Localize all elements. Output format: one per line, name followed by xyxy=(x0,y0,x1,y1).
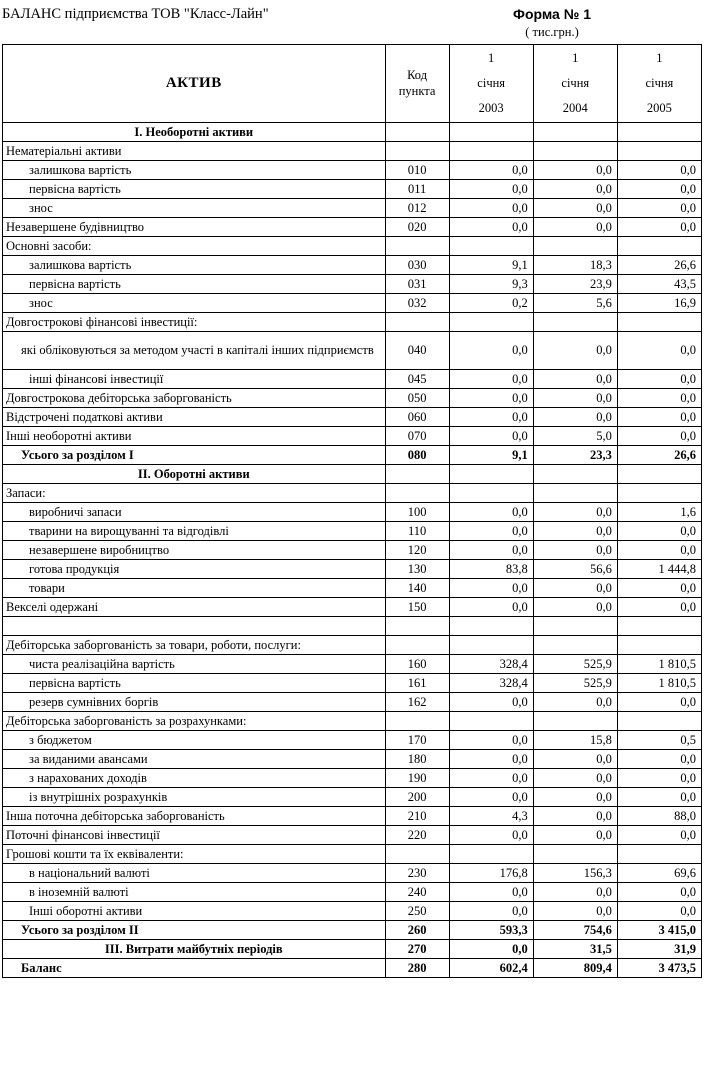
value-cell-year-3: 0,0 xyxy=(617,598,701,617)
table-head xyxy=(3,45,702,123)
value-cell-year-2: 0,0 xyxy=(533,408,617,427)
row-label: Поточні фінансові інвестиції xyxy=(3,826,386,845)
value-cell-year-1: 0,0 xyxy=(449,427,533,446)
table-row xyxy=(3,370,702,389)
row-code: 080 xyxy=(385,446,449,465)
value-cell-year-1: 0,0 xyxy=(449,332,533,370)
empty-cell xyxy=(449,465,533,484)
section-row xyxy=(3,123,702,142)
table-row xyxy=(3,161,702,180)
row-code: 120 xyxy=(385,541,449,560)
value-cell-year-2: 0,0 xyxy=(533,161,617,180)
row-code xyxy=(385,237,449,256)
empty-cell xyxy=(533,142,617,161)
table-row xyxy=(3,598,702,617)
form-block xyxy=(402,6,702,40)
units-label: ( тис.грн.) xyxy=(525,25,579,39)
row-code: 250 xyxy=(385,902,449,921)
row-code: 140 xyxy=(385,579,449,598)
row-code: 150 xyxy=(385,598,449,617)
row-code: 031 xyxy=(385,275,449,294)
empty-cell xyxy=(617,123,701,142)
value-cell-year-1: 0,0 xyxy=(449,199,533,218)
table-row xyxy=(3,541,702,560)
value-cell-year-2: 5,6 xyxy=(533,294,617,313)
value-cell-year-1: 328,4 xyxy=(449,655,533,674)
empty-cell xyxy=(617,237,701,256)
value-cell-year-2: 0,0 xyxy=(533,218,617,237)
value-cell-year-3: 0,0 xyxy=(617,750,701,769)
row-code: 260 xyxy=(385,921,449,940)
value-cell-year-2: 525,9 xyxy=(533,655,617,674)
table-row xyxy=(3,826,702,845)
row-label: товари xyxy=(3,579,386,598)
row-label: знос xyxy=(3,294,386,313)
row-label: Баланс xyxy=(3,959,386,978)
row-code: 012 xyxy=(385,199,449,218)
value-cell-year-3: 31,9 xyxy=(617,940,701,959)
value-cell-year-2: 0,0 xyxy=(533,788,617,807)
empty-cell xyxy=(385,123,449,142)
value-cell-year-1: 9,1 xyxy=(449,256,533,275)
value-cell-year-2: 23,9 xyxy=(533,275,617,294)
empty-cell xyxy=(533,237,617,256)
row-code: 280 xyxy=(385,959,449,978)
table-row xyxy=(3,655,702,674)
value-cell-year-3: 26,6 xyxy=(617,256,701,275)
value-cell-year-1: 0,0 xyxy=(449,940,533,959)
row-code: 160 xyxy=(385,655,449,674)
page-title: БАЛАНС підприємства ТОВ "Класс-Лайн" xyxy=(2,6,269,22)
value-cell-year-2: 0,0 xyxy=(533,579,617,598)
value-cell-year-3: 0,0 xyxy=(617,161,701,180)
value-cell-year-3: 0,0 xyxy=(617,902,701,921)
value-cell-year-1: 0,0 xyxy=(449,541,533,560)
year3-month: січня xyxy=(645,76,674,90)
value-cell-year-1: 0,0 xyxy=(449,180,533,199)
table-row xyxy=(3,294,702,313)
row-code xyxy=(385,845,449,864)
row-code: 200 xyxy=(385,788,449,807)
value-cell-year-1: 0,0 xyxy=(449,826,533,845)
year2-day: 1 xyxy=(572,51,579,65)
table-row xyxy=(3,807,702,826)
value-cell-year-1: 593,3 xyxy=(449,921,533,940)
table-row xyxy=(3,332,702,370)
value-cell-year-1: 0,0 xyxy=(449,902,533,921)
balance-table xyxy=(2,44,702,978)
value-cell-year-2: 0,0 xyxy=(533,769,617,788)
value-cell-year-1: 9,1 xyxy=(449,446,533,465)
row-label: Довгострокова дебіторська заборгованість xyxy=(3,389,386,408)
section-title: I. Необоротні активи xyxy=(3,123,386,142)
row-label: Відстрочені податкові активи xyxy=(3,408,386,427)
row-label: первісна вартість xyxy=(3,180,386,199)
column-header-year-2 xyxy=(533,45,617,123)
row-code: 210 xyxy=(385,807,449,826)
empty-cell xyxy=(617,617,701,636)
value-cell-year-2: 0,0 xyxy=(533,826,617,845)
value-cell-year-1: 0,0 xyxy=(449,389,533,408)
value-cell-year-1: 0,0 xyxy=(449,579,533,598)
table-row xyxy=(3,845,702,864)
row-label: Усього за розділом I xyxy=(3,446,386,465)
year1-year: 2003 xyxy=(478,101,504,115)
value-cell-year-3: 69,6 xyxy=(617,864,701,883)
table-row xyxy=(3,484,702,503)
row-label: незавершене виробництво xyxy=(3,541,386,560)
table-row xyxy=(3,902,702,921)
empty-cell xyxy=(533,636,617,655)
empty-cell xyxy=(617,465,701,484)
column-header-code-line2: пункта xyxy=(398,83,436,98)
table-row xyxy=(3,636,702,655)
value-cell-year-1: 0,0 xyxy=(449,769,533,788)
value-cell-year-3: 88,0 xyxy=(617,807,701,826)
value-cell-year-1: 0,0 xyxy=(449,693,533,712)
year2-year: 2004 xyxy=(562,101,588,115)
value-cell-year-1: 0,0 xyxy=(449,161,533,180)
column-header-year-1 xyxy=(449,45,533,123)
row-label: які обліковуються за методом участі в капіталі інших підприємств xyxy=(3,332,386,370)
value-cell-year-2: 31,5 xyxy=(533,940,617,959)
value-cell-year-3: 0,0 xyxy=(617,522,701,541)
value-cell-year-2: 0,0 xyxy=(533,180,617,199)
value-cell-year-1: 328,4 xyxy=(449,674,533,693)
value-cell-year-2: 56,6 xyxy=(533,560,617,579)
table-row xyxy=(3,750,702,769)
empty-cell xyxy=(385,465,449,484)
empty-cell xyxy=(617,712,701,731)
table-row xyxy=(3,180,702,199)
row-code: 220 xyxy=(385,826,449,845)
column-header-year-3 xyxy=(617,45,701,123)
empty-cell xyxy=(449,484,533,503)
row-label: Основні засоби: xyxy=(3,237,386,256)
value-cell-year-1: 0,0 xyxy=(449,731,533,750)
table-row xyxy=(3,864,702,883)
value-cell-year-3: 0,0 xyxy=(617,769,701,788)
row-code xyxy=(385,484,449,503)
row-code: 050 xyxy=(385,389,449,408)
value-cell-year-1: 0,0 xyxy=(449,750,533,769)
value-cell-year-3: 0,0 xyxy=(617,541,701,560)
table-row xyxy=(3,218,702,237)
row-label: готова продукція xyxy=(3,560,386,579)
value-cell-year-2: 0,0 xyxy=(533,902,617,921)
empty-cell xyxy=(449,845,533,864)
value-cell-year-2: 0,0 xyxy=(533,332,617,370)
row-code: 240 xyxy=(385,883,449,902)
row-label: інші фінансові інвестиції xyxy=(3,370,386,389)
value-cell-year-3: 0,0 xyxy=(617,883,701,902)
empty-cell xyxy=(533,845,617,864)
table-header-row xyxy=(3,45,702,123)
row-label: в іноземній валюті xyxy=(3,883,386,902)
value-cell-year-2: 15,8 xyxy=(533,731,617,750)
row-code: 130 xyxy=(385,560,449,579)
value-cell-year-1: 0,0 xyxy=(449,370,533,389)
value-cell-year-2: 0,0 xyxy=(533,199,617,218)
row-label: резерв сумнівних боргів xyxy=(3,693,386,712)
value-cell-year-3: 0,0 xyxy=(617,579,701,598)
row-label: Нематеріальні активи xyxy=(3,142,386,161)
row-label: за виданими авансами xyxy=(3,750,386,769)
total-row xyxy=(3,921,702,940)
table-row xyxy=(3,712,702,731)
empty-cell xyxy=(617,142,701,161)
table-row xyxy=(3,313,702,332)
value-cell-year-1: 176,8 xyxy=(449,864,533,883)
value-cell-year-3: 1 444,8 xyxy=(617,560,701,579)
empty-cell xyxy=(449,617,533,636)
row-label: Інша поточна дебіторська заборгованість xyxy=(3,807,386,826)
value-cell-year-3: 16,9 xyxy=(617,294,701,313)
table-row xyxy=(3,883,702,902)
row-code: 070 xyxy=(385,427,449,446)
total-row xyxy=(3,959,702,978)
row-code: 110 xyxy=(385,522,449,541)
value-cell-year-2: 23,3 xyxy=(533,446,617,465)
value-cell-year-1: 602,4 xyxy=(449,959,533,978)
row-label: залишкова вартість xyxy=(3,256,386,275)
value-cell-year-2: 525,9 xyxy=(533,674,617,693)
value-cell-year-1: 9,3 xyxy=(449,275,533,294)
row-label: з бюджетом xyxy=(3,731,386,750)
empty-cell xyxy=(617,313,701,332)
value-cell-year-3: 0,0 xyxy=(617,693,701,712)
row-label: з нарахованих доходів xyxy=(3,769,386,788)
value-cell-year-2: 0,0 xyxy=(533,389,617,408)
table-body xyxy=(3,123,702,978)
value-cell-year-2: 0,0 xyxy=(533,503,617,522)
row-code xyxy=(385,142,449,161)
row-code: 161 xyxy=(385,674,449,693)
row-label: чиста реалізаційна вартість xyxy=(3,655,386,674)
row-code: 030 xyxy=(385,256,449,275)
total-row xyxy=(3,940,702,959)
table-row xyxy=(3,389,702,408)
value-cell-year-2: 5,0 xyxy=(533,427,617,446)
section-title: II. Оборотні активи xyxy=(3,465,386,484)
column-header-code-line1: Код xyxy=(407,67,428,82)
value-cell-year-3: 1,6 xyxy=(617,503,701,522)
year1-day: 1 xyxy=(488,51,495,65)
table-row xyxy=(3,199,702,218)
value-cell-year-3: 0,0 xyxy=(617,218,701,237)
year3-year: 2005 xyxy=(646,101,672,115)
value-cell-year-1: 0,0 xyxy=(449,218,533,237)
value-cell-year-2: 18,3 xyxy=(533,256,617,275)
row-code: 170 xyxy=(385,731,449,750)
table-row xyxy=(3,579,702,598)
empty-cell xyxy=(449,313,533,332)
empty-cell xyxy=(533,712,617,731)
document-header xyxy=(0,4,704,40)
value-cell-year-2: 0,0 xyxy=(533,807,617,826)
year3-day: 1 xyxy=(656,51,663,65)
value-cell-year-1: 83,8 xyxy=(449,560,533,579)
table-row xyxy=(3,256,702,275)
row-label: Незавершене будівництво xyxy=(3,218,386,237)
row-label: Інші оборотні активи xyxy=(3,902,386,921)
row-code: 032 xyxy=(385,294,449,313)
year1-month: січня xyxy=(477,76,506,90)
row-code: 011 xyxy=(385,180,449,199)
value-cell-year-1: 0,0 xyxy=(449,408,533,427)
row-code xyxy=(385,712,449,731)
spacer-row xyxy=(3,617,702,636)
table-row xyxy=(3,560,702,579)
row-label: Векселі одержані xyxy=(3,598,386,617)
row-code: 190 xyxy=(385,769,449,788)
total-row xyxy=(3,446,702,465)
row-code: 180 xyxy=(385,750,449,769)
empty-cell xyxy=(449,636,533,655)
value-cell-year-2: 0,0 xyxy=(533,883,617,902)
row-code: 162 xyxy=(385,693,449,712)
value-cell-year-1: 0,0 xyxy=(449,598,533,617)
row-code: 100 xyxy=(385,503,449,522)
value-cell-year-2: 0,0 xyxy=(533,598,617,617)
row-label: тварини на вирощуванні та відгодівлі xyxy=(3,522,386,541)
value-cell-year-1: 0,0 xyxy=(449,883,533,902)
empty-cell xyxy=(533,313,617,332)
value-cell-year-2: 809,4 xyxy=(533,959,617,978)
row-label: Інші необоротні активи xyxy=(3,427,386,446)
row-label: Запаси: xyxy=(3,484,386,503)
value-cell-year-1: 0,0 xyxy=(449,503,533,522)
empty-cell xyxy=(533,465,617,484)
row-code: 060 xyxy=(385,408,449,427)
value-cell-year-2: 0,0 xyxy=(533,750,617,769)
row-label: із внутрішніх розрахунків xyxy=(3,788,386,807)
value-cell-year-1: 4,3 xyxy=(449,807,533,826)
empty-cell xyxy=(385,617,449,636)
row-code: 045 xyxy=(385,370,449,389)
value-cell-year-3: 0,5 xyxy=(617,731,701,750)
empty-cell xyxy=(449,123,533,142)
value-cell-year-3: 26,6 xyxy=(617,446,701,465)
value-cell-year-3: 0,0 xyxy=(617,826,701,845)
row-code xyxy=(385,636,449,655)
empty-cell xyxy=(3,617,386,636)
value-cell-year-3: 0,0 xyxy=(617,408,701,427)
empty-cell xyxy=(617,845,701,864)
table-row xyxy=(3,788,702,807)
empty-cell xyxy=(449,712,533,731)
column-header-asset: АКТИВ xyxy=(3,45,386,123)
year2-month: січня xyxy=(561,76,590,90)
row-code: 010 xyxy=(385,161,449,180)
row-code: 020 xyxy=(385,218,449,237)
value-cell-year-1: 0,0 xyxy=(449,788,533,807)
table-row xyxy=(3,142,702,161)
row-label: залишкова вартість xyxy=(3,161,386,180)
value-cell-year-3: 0,0 xyxy=(617,199,701,218)
value-cell-year-3: 0,0 xyxy=(617,389,701,408)
value-cell-year-3: 3 415,0 xyxy=(617,921,701,940)
value-cell-year-3: 43,5 xyxy=(617,275,701,294)
empty-cell xyxy=(533,484,617,503)
row-code: 230 xyxy=(385,864,449,883)
empty-cell xyxy=(617,484,701,503)
value-cell-year-3: 0,0 xyxy=(617,370,701,389)
table-row xyxy=(3,503,702,522)
value-cell-year-2: 0,0 xyxy=(533,370,617,389)
row-code xyxy=(385,313,449,332)
row-label: в національний валюті xyxy=(3,864,386,883)
row-label: Грошові кошти та їх еквіваленти: xyxy=(3,845,386,864)
value-cell-year-3: 0,0 xyxy=(617,788,701,807)
table-row xyxy=(3,731,702,750)
row-label: III. Витрати майбутніх періодів xyxy=(3,940,386,959)
table-row xyxy=(3,522,702,541)
row-label: первісна вартість xyxy=(3,275,386,294)
row-label: знос xyxy=(3,199,386,218)
empty-cell xyxy=(533,123,617,142)
value-cell-year-2: 0,0 xyxy=(533,541,617,560)
empty-cell xyxy=(533,617,617,636)
row-label: Довгострокові фінансові інвестиції: xyxy=(3,313,386,332)
row-label: Усього за розділом II xyxy=(3,921,386,940)
table-row xyxy=(3,275,702,294)
value-cell-year-2: 156,3 xyxy=(533,864,617,883)
value-cell-year-2: 0,0 xyxy=(533,522,617,541)
value-cell-year-2: 0,0 xyxy=(533,693,617,712)
table-row xyxy=(3,237,702,256)
value-cell-year-3: 0,0 xyxy=(617,180,701,199)
section-row xyxy=(3,465,702,484)
value-cell-year-3: 1 810,5 xyxy=(617,674,701,693)
row-label: виробничі запаси xyxy=(3,503,386,522)
table-row xyxy=(3,674,702,693)
value-cell-year-3: 0,0 xyxy=(617,332,701,370)
row-code: 040 xyxy=(385,332,449,370)
value-cell-year-3: 1 810,5 xyxy=(617,655,701,674)
form-number: Форма № 1 xyxy=(513,6,591,22)
empty-cell xyxy=(449,142,533,161)
row-label: Дебіторська заборгованість за товари, роботи, послуги: xyxy=(3,636,386,655)
empty-cell xyxy=(617,636,701,655)
table-row xyxy=(3,769,702,788)
table-row xyxy=(3,427,702,446)
value-cell-year-1: 0,0 xyxy=(449,522,533,541)
table-row xyxy=(3,693,702,712)
empty-cell xyxy=(449,237,533,256)
value-cell-year-3: 3 473,5 xyxy=(617,959,701,978)
row-code: 270 xyxy=(385,940,449,959)
value-cell-year-1: 0,2 xyxy=(449,294,533,313)
value-cell-year-3: 0,0 xyxy=(617,427,701,446)
row-label: первісна вартість xyxy=(3,674,386,693)
table-row xyxy=(3,408,702,427)
column-header-code xyxy=(385,45,449,123)
value-cell-year-2: 754,6 xyxy=(533,921,617,940)
row-label: Дебіторська заборгованість за розрахунками: xyxy=(3,712,386,731)
